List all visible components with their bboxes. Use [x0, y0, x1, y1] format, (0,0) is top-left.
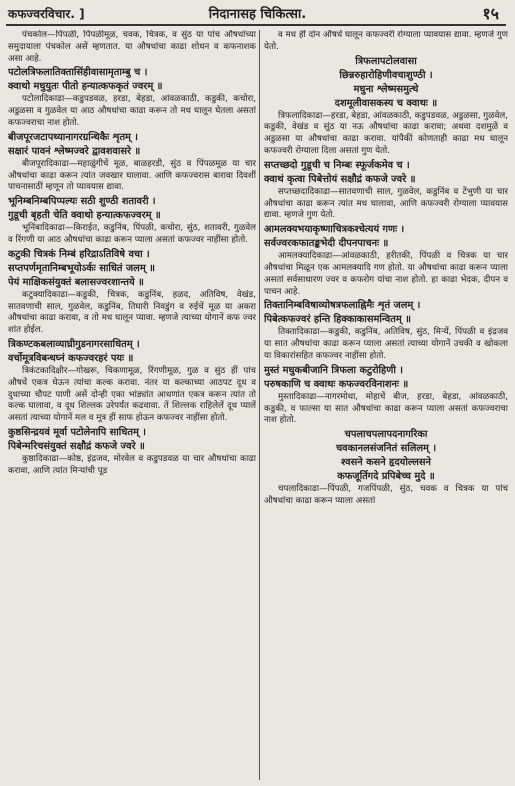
- commentary-paragraph: भूनिंबादिकाढा—किराईत, कडुनिंब, पिंपळी, कचोरा, सुंठ, शतावरी, गुळवेल व रिंगणी या आठ औषधांचा काढा करून प्याला असतां कफज्वर नाहींसा होतो.: [8, 223, 256, 245]
- verse-line: परुषकाणि च क्वाथः कफज्वरविनाशनः ॥: [264, 378, 409, 390]
- verse-line: कुष्ठसिन्द्रयवं मूर्वा पटोलेनापि साधितम् ।: [8, 426, 146, 438]
- commentary-paragraph: कुष्ठादिकाढा—कोष्ठ, इंद्रजव, मोरवेल व कडुपडवळ या चार औषधांचा काढा करावा, आणि त्यांत मिऱ्यांची पूड: [8, 453, 256, 476]
- verse-line: कटुकी चित्रकं निम्बं हरिद्राऽतिविषे वचा ।: [8, 248, 150, 260]
- verse-line: वर्चोमूत्रविबन्धघ्नं कफज्वरहरं पयः ॥: [8, 352, 134, 364]
- page-header: [0, 0, 515, 26]
- verse-line: छिन्नरुहारोहिणीवचाशुण्ठी ।: [339, 69, 433, 81]
- commentary-paragraph: पटोलादिकाढा—कडुपडवळ, हरडा, बेहडा, आंवळकाठी, कडुकी, कचोरा, अडुळसा व गुळवेल या आठ औषधांचा काढा करून तो मध घालून घेतला असतां कफज्वराचा नाश होतो.: [8, 94, 256, 128]
- header-rule: [6, 24, 506, 26]
- column-divider: [259, 30, 260, 780]
- verse-line: पटोलत्रिफलातिक्तासिंहीवासामृताम्बु च ।: [8, 67, 148, 79]
- verse-line: बीजपूरजटापथ्यानागरग्रन्थिकैः शृतम् ।: [8, 131, 139, 143]
- verse-line: क्वाथो मधुयुतः पीतो हन्यात्कफकृतं ज्वरम् ॥: [8, 81, 163, 93]
- verse-line: गुडूची बृहती चेति क्वाथो हन्यात्कफज्वरम् ॥: [8, 210, 161, 222]
- verse-line: त्रिकण्टकबलाव्याघ्रीगुडनागरसाधितम् ।: [8, 338, 140, 350]
- verse-line: चवकानलसंजनितं सलिलम् ।: [335, 443, 437, 455]
- verse-line: मधुना श्लेष्मसमुत्थे: [353, 83, 419, 95]
- commentary-paragraph: त्रिफलादिकाढा—हरडा, बेहडा, आंवळकाठी, कडुपडवळ, अडुळसा, गुळवेल, कडुकी, वेखंड व सुंठ या नऊ औषधांचा काढा करावा; अथवा दशमुळें व अडुळसा या औषधांचा काढा करावा. यांपैकीं कोणताही काढा मध घालून कफज्वरी रोग्याला दिला असतां गुण येतो.: [264, 110, 508, 156]
- verse-line: सप्तपर्णमृतानिम्बभूयोऽर्कः साधितं जलम् ॥: [8, 262, 155, 274]
- verse-line: तिक्तानिम्बविषाव्योषत्रफलाह्निमैः शृतं जलम् ।: [264, 300, 421, 312]
- verse-line: कफजूर्तिगदे प्रपिबेच्च मुदे ॥: [337, 471, 435, 483]
- verse-line: पेयं माक्षिकसंयुक्तं बलासज्वरशान्तये ॥: [8, 276, 144, 288]
- verse-line: भूनिम्बनिम्बपिप्पल्यः सठी शुण्ठी शतावरी ।: [8, 196, 156, 208]
- verse-line: पिबेत्कफज्वरं हन्ति हिक्काकासमन्वितम् ॥: [264, 314, 411, 326]
- verse-line: श्वसने कसने हृदयोल्लसने: [340, 457, 431, 469]
- verse-line: पिबेन्मरिचसंयुक्तं सक्षौद्रं कफजे ज्वरे ॥: [8, 440, 145, 452]
- verse-line: चपलाचपलापदनागरिका: [344, 429, 428, 441]
- commentary-paragraph: मुस्तादिकाढा—नागरमोथा, मोहाचें बीज, हरडा, बेहडा, आंवळकाठी, कडुकी, व फाल्सा या सात औषधांचा काढा करून प्याला असतां कफज्वराचा नाश होतो.: [264, 391, 508, 426]
- commentary-paragraph: आमलक्यादिकाढा—आंवळकाठी, हरीतकी, पिंपळी व चित्रक या चार औषधांचा मिळून एक आमलक्यादि गण होतो. या औषधांचा काढा करून प्याला असतां सर्वसाधारण ज्वर व कफरोग यांचा नाश होतो. हा काढा भेदक, दीपन व पाचन आहे.: [264, 251, 508, 297]
- commentary-paragraph: व मध हीं दोन औषधें घालून कफज्वरी रोग्याला प्यावयास द्यावा. म्हणजे गुण येतो.: [264, 30, 508, 52]
- commentary-paragraph: चपलादिकाढा—पिंपळी, गजपिंपळी, सुंठ, चवक व चित्रक या पांच औषधांचा काढा करून प्याला असतां: [264, 484, 508, 506]
- left-column: [8, 30, 256, 782]
- page-number: १५: [482, 4, 499, 23]
- commentary-paragraph: बीजपूरादिकाढा—महाळुंगीचें मूळ, बाळहरडी, सुंठ व पिंपळमूळ या चार औषधांचा काढा करून त्यांत जवखार घालावा. आणि कफज्वरास बारावा दिवशीं पाचनासाठीं म्हणून तो प्यावयास द्यावा.: [8, 158, 256, 193]
- verse-line: आमलक्यभयाकृष्णाचित्रकश्चेत्ययं गणः ।: [264, 224, 405, 236]
- verse-line: क्वाथं कृत्वा पिबेत्तोयं सक्षौद्रं कफजे ज्वरे ॥: [264, 173, 416, 185]
- section-title: कफज्वरविचार. ]: [8, 7, 85, 21]
- commentary-paragraph: पंचकोल—पिंपळी, पिंपळीमूळ, चवक, चित्रक, व सुंठ या पांच औषधांच्या समुदायाला पंचकोल असें म्हणतात. या औषधांचा काढा शोधन व कफनाशक असा आहे.: [8, 30, 256, 64]
- right-column: [264, 30, 508, 782]
- commentary-paragraph: सप्तच्छदादिकाढा—सातवणाची साल, गुळवेल, कडुनिंब व टेंभुणी या चार औषधांचा काढा करून त्यांत मध घालावा, आणि कफज्वरी रोग्याला प्यावयास द्यावा. म्हणजे गुण येतो.: [264, 186, 508, 221]
- verse-line: सप्तच्छदो गुडूची च निम्बः स्फूर्जकमेव च ।: [264, 159, 410, 171]
- verse-line: सक्षारं पावनं श्लेष्मज्वरे द्वावशवासरे ॥: [8, 145, 141, 157]
- commentary-paragraph: तिक्तादिकाढा—कडुकी, कडुनिंब, अतिविष, सुंठ, मिऱ्यें, पिंपळी व इंद्रजव या सात औषधांचा काढा करून प्याला असतां त्याच्या योगानें उचकी व खोकला या विकारांसहित कफज्वर नाहींसा होतो.: [264, 327, 508, 361]
- commentary-paragraph: कटुक्यादिकाढा—कडुकी, चित्रक, कडुनिंब, हळद, अतिविष, वेखंड, सातवणाची साल, गुळवेल, कडुनिंब, तिघारी निवडुंग व रुईचें मूळ या अकरा औषधांचा काढा करावा, व तो मध घालून प्यावा. म्हणजे त्याच्या योगानें कफ ज्वर शांत होईल.: [8, 289, 256, 336]
- running-title: निदानासह चिकित्सा.: [208, 7, 307, 22]
- verse-line: सर्वज्वरकफातङ्कभेदी दीपनपाचनः ॥: [264, 238, 389, 250]
- verse-line: दशमूलीवासकस्य च क्वाथः ॥: [334, 97, 438, 109]
- verse-line: त्रिफलापटोलवासा: [355, 55, 417, 67]
- verse-line: मुस्तं मधुकबीजानि त्रिफला कटुरोहिणी ।: [264, 364, 403, 376]
- commentary-paragraph: त्रिकंटकादिक्षीर—गोखरू, चिकणामूळ, रिंगणीमूळ, गुळ व सुंठ हीं पांच औषधें एकत्र घेऊन त्यांचा कल्क करावा. नंतर या कल्काच्या आठपट दूध व दुधाच्या चौपट पाणी असें दोन्ही एका भांड्यांत आधणांत एकत्र करून त्यांत तो कल्क घालावा, व दूध शिल्लक उरेपर्यंत कढवावा. तें शिल्लक राहिलेलें दूध प्यालें असतां त्याच्या योगानें मल व मूत्र हीं साफ होऊन कफज्वर नाहींसा होतो.: [8, 365, 256, 424]
